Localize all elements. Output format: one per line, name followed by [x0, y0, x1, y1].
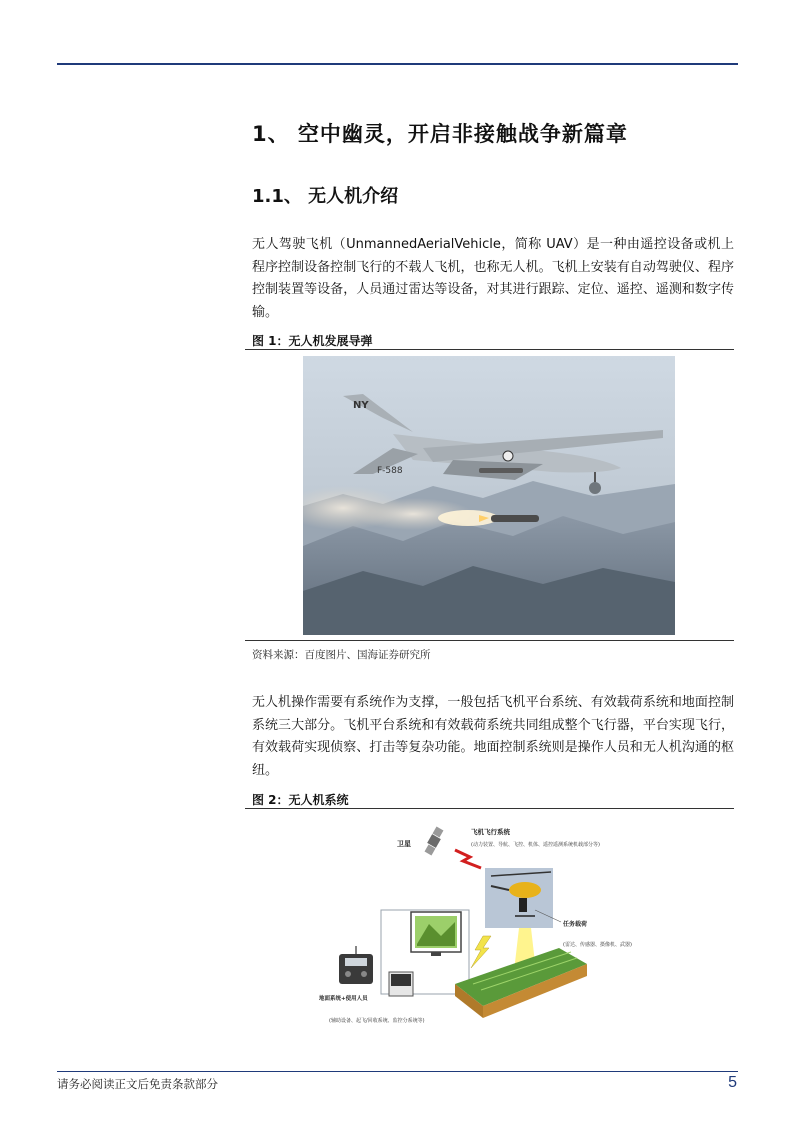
- footer-rule: [57, 1071, 738, 1072]
- system-paragraph: 无人机操作需要有系统作为支撑，一般包括飞机平台系统、有效载荷系统和地面控制系统三大部分。飞机平台系统和有效载荷系统共同组成整个飞行器，平台实现飞行，有效载荷实现侦察、打击等复杂功能。地面控制系统则是操作人员和无人机沟通的枢纽。: [252, 695, 734, 778]
- fuselage-marking: F-588: [377, 466, 403, 476]
- figure-1-top-rule: [245, 349, 734, 350]
- ground-detail: (辅助设备、起飞/回收系统、监控分系统等): [329, 1018, 425, 1024]
- header-rule: [57, 63, 738, 65]
- intro-paragraph: 无人驾驶飞机（UnmannedAerialVehicle，简称 UAV）是一种由遥控设备或机上程序控制设备控制飞行的不载人飞机，也称无人机。飞机上安装有自动驾驶仪、程序控制装置等设备，人员通过雷达等设备，对其进行跟踪、定位、遥控、遥测和数字传输。: [252, 237, 734, 320]
- page-number: 5: [728, 1074, 737, 1091]
- subsection-heading: 1.1、 无人机介绍: [252, 186, 399, 207]
- drone-missile-photo: [303, 356, 675, 635]
- payload-label: 任务载荷: [563, 921, 588, 928]
- satellite-icon: [425, 827, 444, 856]
- ground-label: 地面系统+使用人员: [319, 996, 368, 1002]
- section-heading: 1、 空中幽灵，开启非接触战争新篇章: [252, 122, 628, 146]
- footer-disclaimer: 请务必阅读正文后免责条款部分: [57, 1077, 218, 1091]
- figure-1-title: 图 1：无人机发展导弹: [252, 334, 373, 348]
- satellite-label: 卫星: [397, 840, 411, 848]
- payload-detail: (雷达、传感器、摄像机、武器): [563, 942, 632, 948]
- figure-1-source: 资料来源：百度图片、国海证券研究所: [252, 649, 431, 661]
- figure-1-bottom-rule: [245, 640, 734, 641]
- flight-system-label: 飞机飞行系统: [471, 828, 510, 836]
- figure-2-top-rule: [245, 808, 734, 809]
- figure-2-title: 图 2：无人机系统: [252, 793, 349, 807]
- uav-system-diagram: [305, 824, 643, 1036]
- flight-system-detail: (动力装置、导航、飞控、机体、遥控遥测系统机载部分等): [471, 842, 600, 848]
- remote-controller-icon: [339, 946, 373, 984]
- tail-marking: NY: [353, 400, 369, 411]
